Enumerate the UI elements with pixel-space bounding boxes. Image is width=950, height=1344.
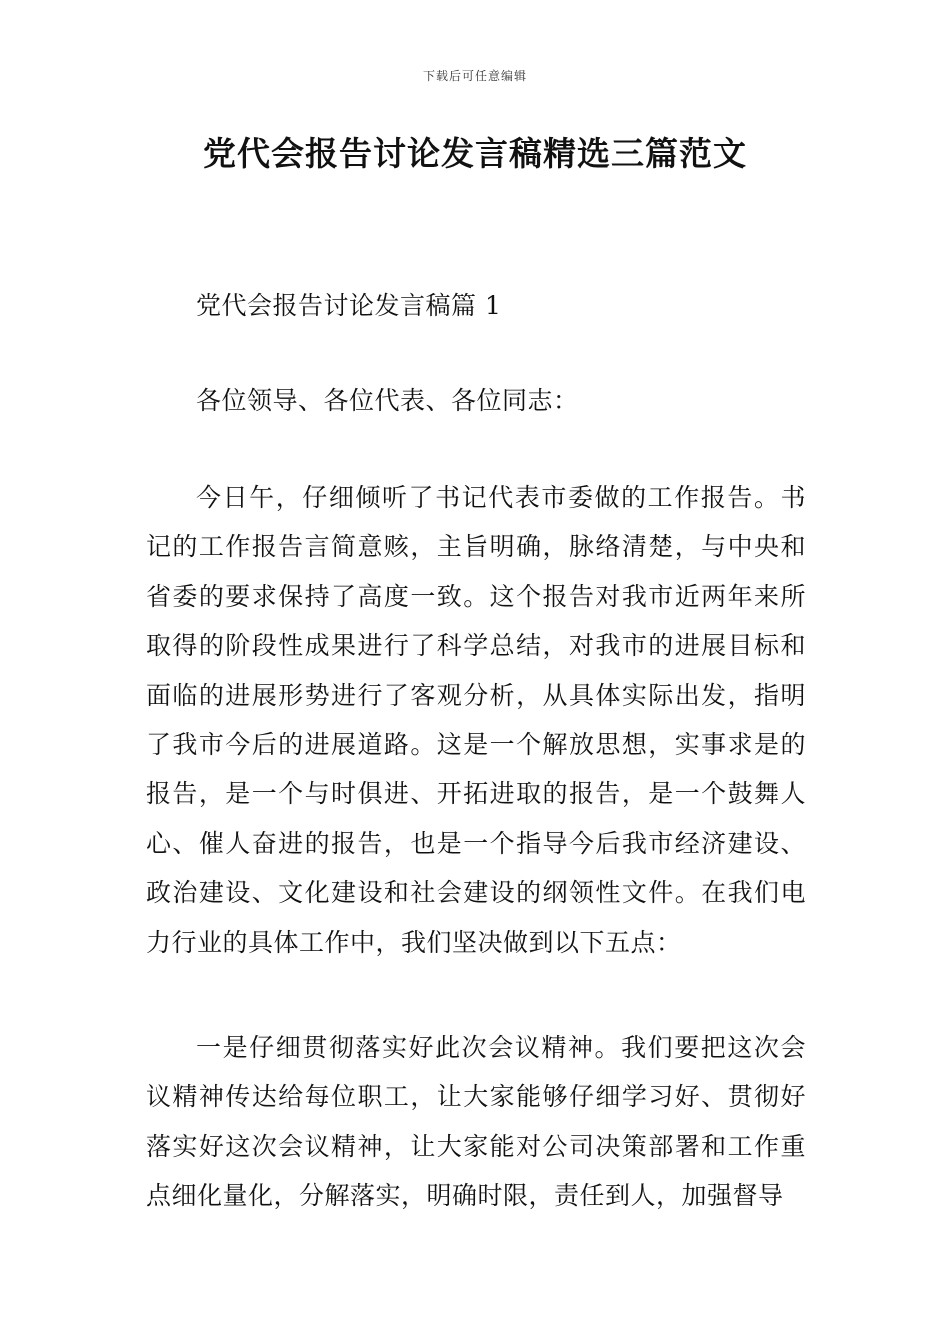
salutation: 各位领导、各位代表、各位同志： — [196, 386, 579, 415]
section-heading: 党代会报告讨论发言稿篇 1 — [196, 291, 502, 320]
paragraph-1: 今日午，仔细倾听了书记代表市委做的工作报告。书记的工作报告言简意赅，主旨明确，脉络清楚，与中央和省委的要求保持了高度一致。这个报告对我市近两年来所取得的阶段性成果进行了科学总结，对我市的进展目标和面临的进展形势进行了客观分析，从具体实际出发，指明了我市今后的进展道路。这是一个解放思想，实事求是的报告，是一个与时俱进、开拓进取的报告，是一个鼓舞人心、催人奋进的报告，也是一个指导今后我市经济建设、政治建设、文化建设和社会建设的纲领性文件。在我们电力行业的具体工作中，我们坚决做到以下五点： — [146, 483, 806, 957]
header-note: 下载后可任意编辑 — [422, 69, 527, 83]
paragraph-2: 一是仔细贯彻落实好此次会议精神。我们要把这次会议精神传达给每位职工，让大家能够仔细学习好、贯彻好落实好这次会议精神，让大家能对公司决策部署和工作重点细化量化，分解落实，明确时限，责任到人，加强督导 — [146, 1033, 806, 1211]
document-title: 党代会报告讨论发言稿精选三篇范文 — [203, 134, 747, 173]
